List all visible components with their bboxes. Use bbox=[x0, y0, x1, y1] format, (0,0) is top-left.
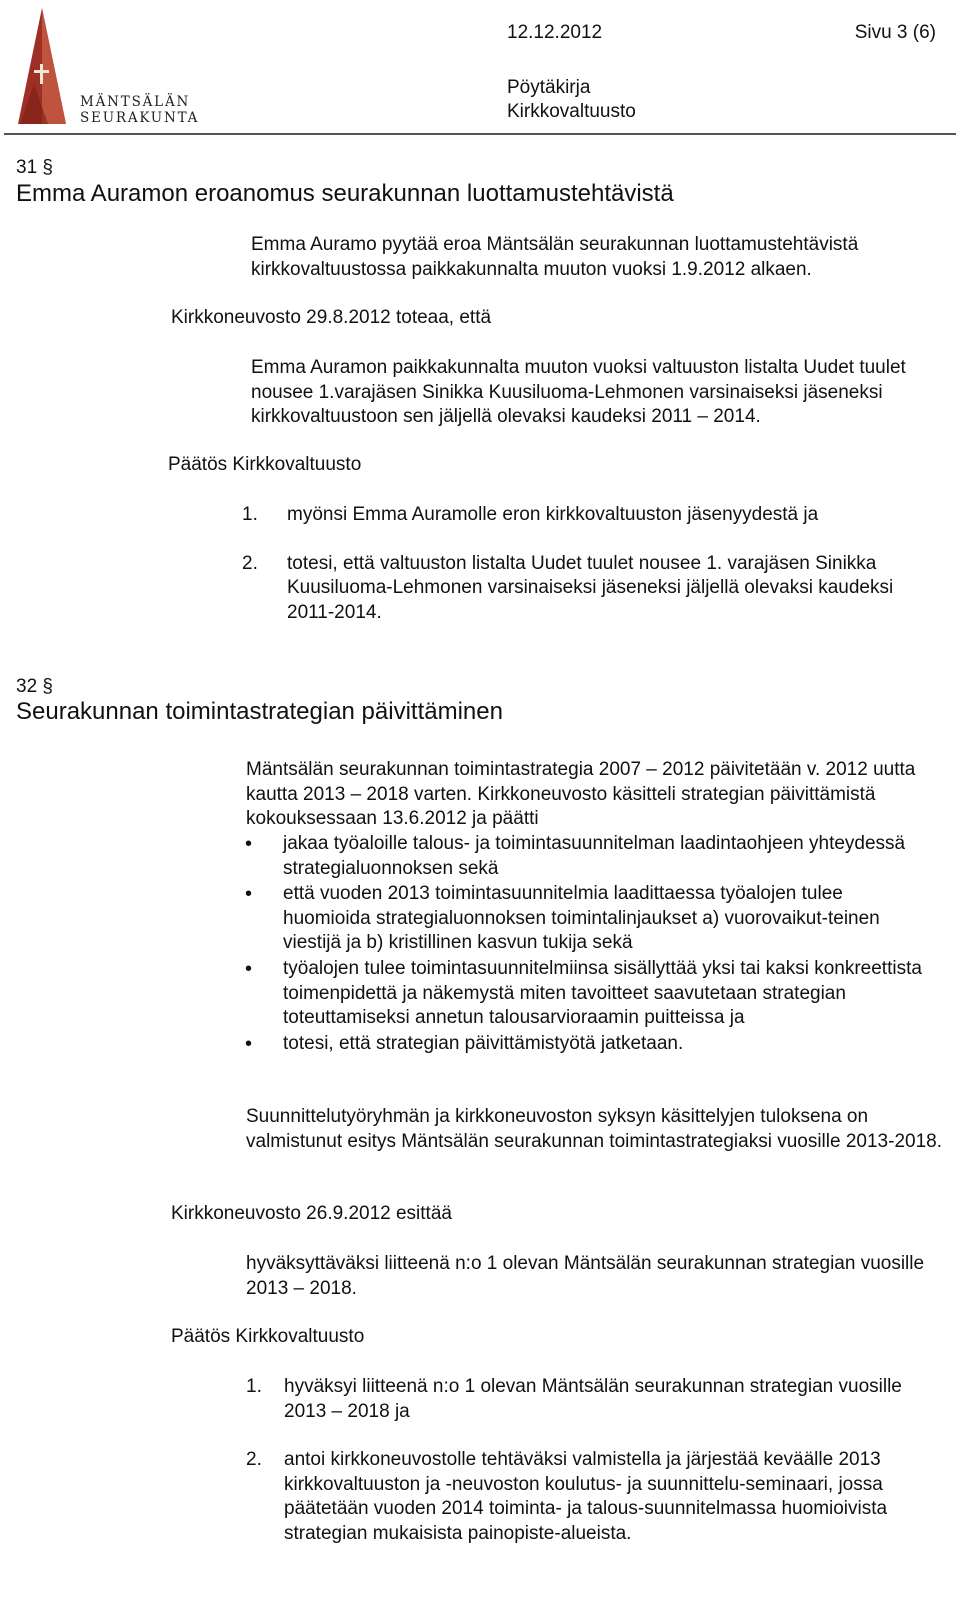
list-item: • totesi, että strategian päivittämistyötä jatketaan. bbox=[245, 1032, 935, 1057]
list-item bbox=[242, 503, 942, 528]
page-number: Sivu 3 (6) bbox=[854, 22, 936, 43]
section-32-intro bbox=[246, 758, 946, 832]
list-item: • että vuoden 2013 toimintasuunnitelmia laadittaessa työalojen tulee huomioida strategialuonnoksen toimintalinjaukset a) vuorovaikut-teinen viestijä ja b) kristillinen kasvun tukija sekä bbox=[245, 882, 935, 956]
section-32-council-label: Kirkkoneuvosto 26.9.2012 esittää bbox=[171, 1203, 452, 1224]
list-text: myönsi Emma Auramolle eron kirkkovaltuuston jäsenyydestä ja bbox=[287, 504, 819, 525]
header-divider bbox=[4, 133, 956, 135]
document-date: 12.12.2012 bbox=[507, 22, 603, 43]
list-text: antoi kirkkoneuvostolle tehtäväksi valmistella ja järjestää keväälle 2013 kirkkovaltuuston ja -neuvoston koulutus- ja suunnittelu-seminaari, jossa päätetään vuoden 2014 toiminta- ja talous-suunnitelmassa huomioivista strategian mukaisista painopiste-alueista. bbox=[284, 1449, 888, 1544]
list-text: totesi, että valtuuston listalta Uudet tuulet nousee 1. varajäsen Sinikka Kuusiluoma-Lehmonen varsinaiseksi jäseneksi jäljellä olevaksi kaudeksi 2011-2014. bbox=[287, 552, 894, 623]
list-number: 1. bbox=[246, 1376, 262, 1397]
section-31-council-text: Emma Auramon paikkakunnalta muuton vuoksi valtuuston listalta Uudet tuulet nousee 1.varajäsen Sinikka Kuusiluoma-Lehmonen varsinaiseksi jäseneksi kirkkovaltuustoon sen jäljellä olevaksi kaudeksi 2011 – 2014. bbox=[251, 357, 906, 428]
document-heading bbox=[507, 76, 636, 124]
section-31-council-label: Kirkkoneuvosto 29.8.2012 toteaa, että bbox=[171, 307, 492, 328]
section-32-decision-label: Päätös Kirkkovaltuusto bbox=[171, 1326, 365, 1347]
governing-body: Kirkkovaltuusto bbox=[507, 101, 636, 122]
list-item bbox=[246, 1375, 946, 1424]
list-item bbox=[246, 1448, 946, 1546]
section-32-council-text: hyväksyttäväksi liitteenä n:o 1 olevan Mäntsälän seurakunnan strategian vuosille 2013 – 2018. bbox=[246, 1253, 925, 1299]
section-32-decision-list bbox=[246, 1375, 946, 1547]
section-31-intro bbox=[251, 233, 951, 282]
list-number: 2. bbox=[242, 552, 258, 574]
section-31-decision-list bbox=[242, 503, 942, 625]
list-text: hyväksyi liitteenä n:o 1 olevan Mäntsälän seurakunnan strategian vuosille 2013 – 2018 ja bbox=[284, 1376, 902, 1422]
section-32-council-statement bbox=[246, 1252, 946, 1301]
document-type: Pöytäkirja bbox=[507, 77, 591, 98]
section-32-title: Seurakunnan toimintastrategian päivittäminen bbox=[16, 698, 503, 725]
section-31-number: 31 § bbox=[16, 157, 53, 178]
section-31-title: Emma Auramon eroanomus seurakunnan luottamustehtävistä bbox=[16, 180, 674, 207]
list-number: 1. bbox=[242, 504, 258, 525]
section-32-summary-text: Suunnittelutyöryhmän ja kirkkoneuvoston syksyn käsittelyjen tuloksena on valmistunut esitys Mäntsälän seurakunnan toimintastrategiaksi vuosille 2013-2018. bbox=[246, 1106, 942, 1152]
list-number: 2. bbox=[246, 1449, 262, 1471]
logo-line-2: SEURAKUNTA bbox=[80, 110, 200, 126]
list-item: • työalojen tulee toimintasuunnitelmiinsa sisällyttää yksi tai kaksi konkreettista toimenpidettä ja näkemystä miten tavoitteet saavutetaan strategian toteuttamiseksi annetun talousarvioraamin puitteissa ja bbox=[245, 957, 935, 1031]
section-32-number: 32 § bbox=[16, 676, 53, 697]
list-item: • jakaa työaloille talous- ja toimintasuunnitelman laadintaohjeen yhteydessä strategialuonnoksen sekä bbox=[245, 832, 935, 881]
section-32-summary bbox=[246, 1105, 946, 1154]
section-32-bullet-list bbox=[245, 832, 935, 1057]
list-item bbox=[242, 552, 942, 626]
church-spire-icon bbox=[14, 6, 78, 126]
parish-logo bbox=[14, 6, 199, 128]
section-31-intro-text: Emma Auramo pyytää eroa Mäntsälän seurakunnan luottamustehtävistä kirkkovaltuustossa paikkakunnalta muuton vuoksi 1.9.2012 alkaen. bbox=[251, 234, 859, 280]
logo-line-1: MÄNTSÄLÄN bbox=[80, 94, 191, 110]
section-32-intro-text: Mäntsälän seurakunnan toimintastrategia 2007 – 2012 päivitetään v. 2012 uutta kautta 2013 – 2018 varten. Kirkkoneuvosto käsitteli strategian päivittämistä kokouksessaan 13.6.2012 ja päätti bbox=[246, 759, 916, 830]
section-31-council-statement bbox=[251, 356, 951, 430]
section-31-decision-label: Päätös Kirkkovaltuusto bbox=[168, 454, 362, 475]
